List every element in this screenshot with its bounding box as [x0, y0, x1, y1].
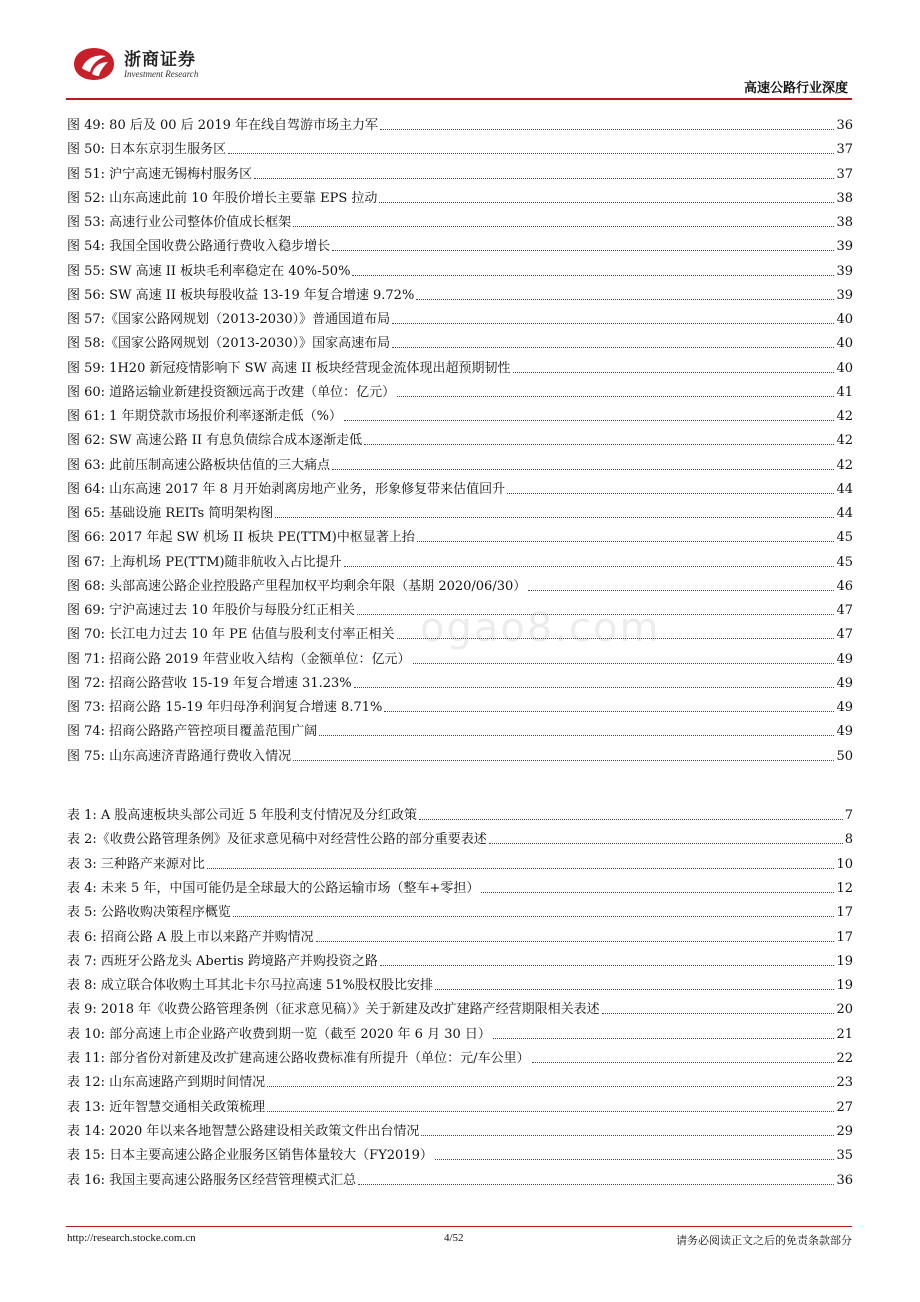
toc-entry-label: 表 7: 西班牙公路龙头 Abertis 跨境路产并购投资之路	[67, 953, 378, 969]
toc-entry-page: 47	[836, 603, 853, 618]
toc-entry-page: 27	[836, 1099, 853, 1115]
toc-entry-page: 40	[836, 360, 853, 376]
toc-entry-page: 45	[836, 530, 853, 546]
toc-entry-label: 图 68: 头部高速公路企业控股路产里程加权平均剩余年限（基期 2020/06/30）	[67, 578, 527, 594]
toc-leader-dots	[481, 892, 834, 893]
toc-table-entry[interactable]	[67, 804, 853, 824]
toc-table-entry[interactable]	[67, 1169, 853, 1189]
toc-entry-page: 49	[836, 724, 853, 740]
toc-entry-page: 45	[836, 554, 853, 570]
toc-figure-entry[interactable]	[67, 332, 853, 352]
toc-figure-entry[interactable]	[67, 478, 853, 498]
toc-leader-dots	[416, 299, 834, 300]
toc-entry-page: 39	[836, 263, 853, 279]
toc-leader-dots	[379, 202, 834, 203]
toc-entry-label: 表 2:《收费公路管理条例》及征求意见稿中对经营性公路的部分重要表述	[67, 832, 487, 848]
toc-leader-dots	[228, 153, 834, 154]
toc-figure-entry[interactable]	[67, 163, 853, 183]
toc-figure-entry[interactable]	[67, 429, 853, 449]
toc-entry-label: 表 11: 部分省份对新建及改扩建高速公路收费标准有所提升（单位：元/车公里）	[67, 1051, 530, 1066]
toc-leader-dots	[602, 1013, 835, 1014]
toc-entry-page: 38	[836, 215, 853, 230]
toc-entry-label: 图 65: 基础设施 REITs 简明架构图	[67, 506, 274, 521]
toc-entry-label: 图 63: 此前压制高速公路板块估值的三大痛点	[67, 457, 331, 473]
toc-table-entry[interactable]	[67, 828, 853, 848]
toc-entry-page: 23	[836, 1075, 853, 1091]
toc-entry-label: 图 67: 上海机场 PE(TTM)随非航收入占比提升	[67, 554, 342, 570]
toc-leader-dots	[435, 1159, 835, 1160]
toc-table-entry[interactable]	[67, 1120, 853, 1140]
toc-entry-page: 42	[836, 457, 853, 473]
toc-leader-dots	[316, 941, 835, 942]
toc-entry-page: 17	[836, 929, 853, 945]
toc-figure-entry[interactable]	[67, 260, 853, 280]
toc-entry-label: 表 16: 我国主要高速公路服务区经营管理模式汇总	[67, 1172, 357, 1188]
toc-figure-entry[interactable]	[67, 575, 853, 595]
toc-leader-dots	[319, 735, 834, 736]
toc-figure-entry[interactable]	[67, 526, 853, 546]
toc-leader-dots	[419, 819, 843, 820]
toc-leader-dots	[380, 965, 835, 966]
toc-entry-page: 49	[836, 651, 853, 667]
toc-figure-entry[interactable]	[67, 696, 853, 716]
toc-leader-dots	[493, 1038, 835, 1039]
toc-figure-entry[interactable]	[67, 454, 853, 474]
footer-divider	[66, 1226, 852, 1227]
toc-table-entry[interactable]	[67, 974, 853, 994]
header-divider	[66, 98, 852, 100]
toc-leader-dots	[357, 614, 834, 615]
toc-leader-dots	[267, 1086, 834, 1087]
toc-entry-label: 表 9: 2018 年《收费公路管理条例（征求意见稿）》关于新建及改扩建路产经营期限相关表述	[67, 1002, 600, 1018]
toc-entry-page: 35	[836, 1148, 853, 1164]
toc-figure-entry[interactable]	[67, 187, 853, 207]
toc-figure-entry[interactable]	[67, 599, 853, 619]
footer-disclaimer: 请务必阅读正文之后的免责条款部分	[676, 1234, 852, 1247]
toc-entry-page: 10	[836, 856, 853, 872]
toc-entry-page: 42	[836, 409, 853, 424]
toc-leader-dots	[384, 711, 834, 712]
toc-leader-dots	[413, 663, 835, 664]
toc-figure-entry[interactable]	[67, 357, 853, 377]
toc-leader-dots	[528, 590, 834, 591]
toc-entry-page: 41	[836, 384, 853, 400]
toc-entry-label: 图 72: 招商公路营收 15-19 年复合增速 31.23%	[67, 675, 352, 691]
toc-entry-page: 50	[836, 748, 853, 764]
toc-entry-label: 图 64: 山东高速 2017 年 8 月开始剥离房地产业务，形象修复带来估值回升	[67, 481, 506, 497]
toc-entry-page: 39	[836, 239, 853, 255]
toc-entry-page: 49	[836, 675, 853, 691]
toc-table-entry[interactable]	[67, 950, 853, 970]
toc-table-entry[interactable]	[67, 1023, 853, 1043]
toc-entry-page: 36	[836, 118, 853, 133]
watermark: ogao8.com	[420, 605, 661, 651]
logo-icon	[72, 46, 116, 82]
toc-entry-label: 图 70: 长江电力过去 10 年 PE 估值与股利支付率正相关	[67, 627, 395, 643]
toc-leader-dots	[344, 420, 835, 421]
toc-entry-label: 图 53: 高速行业公司整体价值成长框架	[67, 215, 292, 230]
toc-table-entry[interactable]	[67, 1047, 853, 1067]
toc-table-entry[interactable]	[67, 1144, 853, 1164]
toc-entry-label: 表 4: 未来 5 年，中国可能仍是全球最大的公路运输市场（整车+零担）	[67, 880, 480, 896]
toc-entry-page: 12	[836, 880, 853, 896]
toc-leader-dots	[364, 444, 834, 445]
toc-leader-dots	[207, 868, 835, 869]
toc-leader-dots	[392, 347, 834, 348]
toc-table-entry[interactable]	[67, 1071, 853, 1091]
toc-entry-label: 表 15: 日本主要高速公路企业服务区销售体量较大（FY2019）	[67, 1148, 433, 1164]
toc-entry-page: 37	[836, 166, 853, 182]
toc-leader-dots	[233, 916, 835, 917]
toc-entry-label: 图 58:《国家公路网规划（2013-2030）》国家高速布局	[67, 336, 391, 352]
toc-figure-entry[interactable]	[67, 308, 853, 328]
toc-leader-dots	[254, 178, 834, 179]
toc-entry-label: 表 8: 成立联合体收购土耳其北卡尔马拉高速 51%股权股比安排	[67, 978, 433, 994]
toc-figure-entry[interactable]	[67, 381, 853, 401]
toc-figure-entry[interactable]	[67, 114, 853, 134]
toc-entry-label: 图 62: SW 高速公路 II 有息负债综合成本逐渐走低	[67, 433, 363, 449]
toc-entry-label: 表 13: 近年智慧交通相关政策梳理	[67, 1099, 266, 1115]
toc-entry-label: 表 1: A 股高速板块头部公司近 5 年股利支付情况及分红政策	[67, 808, 417, 823]
toc-leader-dots	[332, 469, 834, 470]
toc-entry-page: 37	[836, 142, 853, 158]
toc-entry-label: 图 55: SW 高速 II 板块毛利率稳定在 40%-50%	[67, 263, 351, 279]
toc-entry-label: 图 69: 宁沪高速过去 10 年股价与每股分红正相关	[67, 603, 355, 618]
toc-entry-label: 图 52: 山东高速此前 10 年股价增长主要靠 EPS 拉动	[67, 190, 378, 206]
toc-entry-label: 图 74: 招商公路路产管控项目覆盖范围广阔	[67, 724, 318, 740]
toc-entry-page: 19	[836, 978, 853, 994]
toc-leader-dots	[380, 129, 834, 130]
toc-figure-entry[interactable]	[67, 284, 853, 304]
toc-entry-label: 图 57:《国家公路网规划（2013-2030）》普通国道布局	[67, 312, 391, 327]
toc-entry-page: 42	[836, 433, 853, 449]
toc-leader-dots	[489, 843, 843, 844]
toc-entry-label: 图 71: 招商公路 2019 年营业收入结构（金额单位：亿元）	[67, 651, 411, 667]
toc-entry-label: 表 14: 2020 年以来各地智慧公路建设相关政策文件出台情况	[67, 1123, 420, 1139]
toc-leader-dots	[417, 541, 835, 542]
toc-figure-entry[interactable]	[67, 672, 853, 692]
toc-figure-entry[interactable]	[67, 648, 853, 668]
toc-leader-dots	[344, 566, 835, 567]
toc-table-entry[interactable]	[67, 901, 853, 921]
toc-entry-page: 39	[836, 287, 853, 303]
logo-text: 浙商证券	[124, 50, 196, 70]
toc-entry-label: 表 12: 山东高速路产到期时间情况	[67, 1075, 266, 1091]
toc-table-entry[interactable]	[67, 853, 853, 873]
toc-leader-dots	[293, 226, 834, 227]
toc-leader-dots	[507, 493, 834, 494]
page-number: 4/52	[444, 1232, 464, 1244]
toc-table-entry[interactable]	[67, 998, 853, 1018]
toc-table-entry[interactable]	[67, 926, 853, 946]
toc-leader-dots	[293, 760, 834, 761]
toc-leader-dots	[332, 250, 834, 251]
toc-leader-dots	[267, 1111, 834, 1112]
toc-leader-dots	[532, 1062, 835, 1063]
toc-entry-label: 图 51: 沪宁高速无锡梅村服务区	[67, 166, 253, 182]
toc-figure-entry[interactable]	[67, 551, 853, 571]
toc-entry-page: 40	[836, 336, 853, 352]
toc-entry-label: 表 10: 部分高速上市企业路产收费到期一览（截至 2020 年 6 月 30 日）	[67, 1026, 491, 1042]
toc-entry-label: 图 60: 道路运输业新建投资额远高于改建（单位：亿元）	[67, 384, 396, 400]
toc-entry-page: 8	[844, 832, 853, 848]
toc-leader-dots	[421, 1135, 834, 1136]
toc-figure-entry[interactable]	[67, 138, 853, 158]
toc-figure-entry[interactable]	[67, 623, 853, 643]
toc-entry-label: 表 6: 招商公路 A 股上市以来路产并购情况	[67, 929, 314, 945]
toc-leader-dots	[354, 687, 835, 688]
toc-figure-entry[interactable]	[67, 405, 853, 425]
toc-entry-page: 22	[836, 1051, 853, 1066]
toc-entry-page: 46	[836, 578, 853, 594]
toc-entry-page: 20	[836, 1002, 853, 1018]
toc-entry-page: 17	[836, 905, 853, 921]
toc-entry-label: 图 66: 2017 年起 SW 机场 II 板块 PE(TTM)中枢显著上抬	[67, 530, 415, 546]
toc-table-entry[interactable]	[67, 877, 853, 897]
toc-figure-entry[interactable]	[67, 720, 853, 740]
toc-entry-page: 44	[836, 481, 853, 497]
toc-entry-label: 图 59: 1H20 新冠疫情影响下 SW 高速 II 板块经营现金流体现出超预期韧性	[67, 360, 511, 376]
toc-entry-label: 图 73: 招商公路 15-19 年归母净利润复合增速 8.71%	[67, 700, 383, 715]
toc-figure-entry[interactable]	[67, 235, 853, 255]
toc-entry-page: 44	[836, 506, 853, 521]
footer-url[interactable]: http://research.stocke.com.cn	[67, 1232, 196, 1244]
toc-entry-page: 40	[836, 312, 853, 327]
toc-leader-dots	[358, 1184, 834, 1185]
toc-entry-page: 19	[836, 953, 853, 969]
toc-entry-page: 49	[836, 700, 853, 715]
toc-leader-dots	[513, 372, 835, 373]
toc-leader-dots	[397, 638, 835, 639]
toc-leader-dots	[352, 275, 834, 276]
toc-entry-page: 29	[836, 1123, 853, 1139]
toc-leader-dots	[275, 517, 834, 518]
logo-subtitle: Investment Research	[124, 69, 199, 79]
toc-table-entry[interactable]	[67, 1096, 853, 1116]
toc-entry-label: 表 3: 三种路产来源对比	[67, 856, 205, 872]
toc-entry-page: 21	[836, 1026, 853, 1042]
toc-leader-dots	[392, 323, 834, 324]
toc-entry-page: 47	[836, 627, 853, 643]
toc-figure-entry[interactable]	[67, 211, 853, 231]
toc-figure-entry[interactable]	[67, 502, 853, 522]
report-type: 高速公路行业深度	[743, 81, 848, 96]
toc-entry-label: 图 49: 80 后及 00 后 2019 年在线自驾游市场主力军	[67, 118, 379, 133]
page-header	[0, 0, 920, 110]
toc-leader-dots	[397, 396, 834, 397]
toc-entry-page: 38	[836, 190, 853, 206]
toc-entry-label: 图 56: SW 高速 II 板块每股收益 13-19 年复合增速 9.72%	[67, 287, 415, 303]
toc-entry-label: 图 61: 1 年期贷款市场报价利率逐渐走低（%）	[67, 409, 342, 424]
toc-entry-label: 图 75: 山东高速济青路通行费收入情况	[67, 748, 292, 764]
toc-entry-page: 36	[836, 1172, 853, 1188]
toc-figure-entry[interactable]	[67, 745, 853, 765]
toc-leader-dots	[435, 989, 835, 990]
toc-entry-label: 图 54: 我国全国收费公路通行费收入稳步增长	[67, 239, 331, 255]
toc-entry-page: 7	[844, 808, 853, 823]
toc-entry-label: 表 5: 公路收购决策程序概览	[67, 905, 231, 921]
toc-entry-label: 图 50: 日本东京羽生服务区	[67, 142, 227, 158]
